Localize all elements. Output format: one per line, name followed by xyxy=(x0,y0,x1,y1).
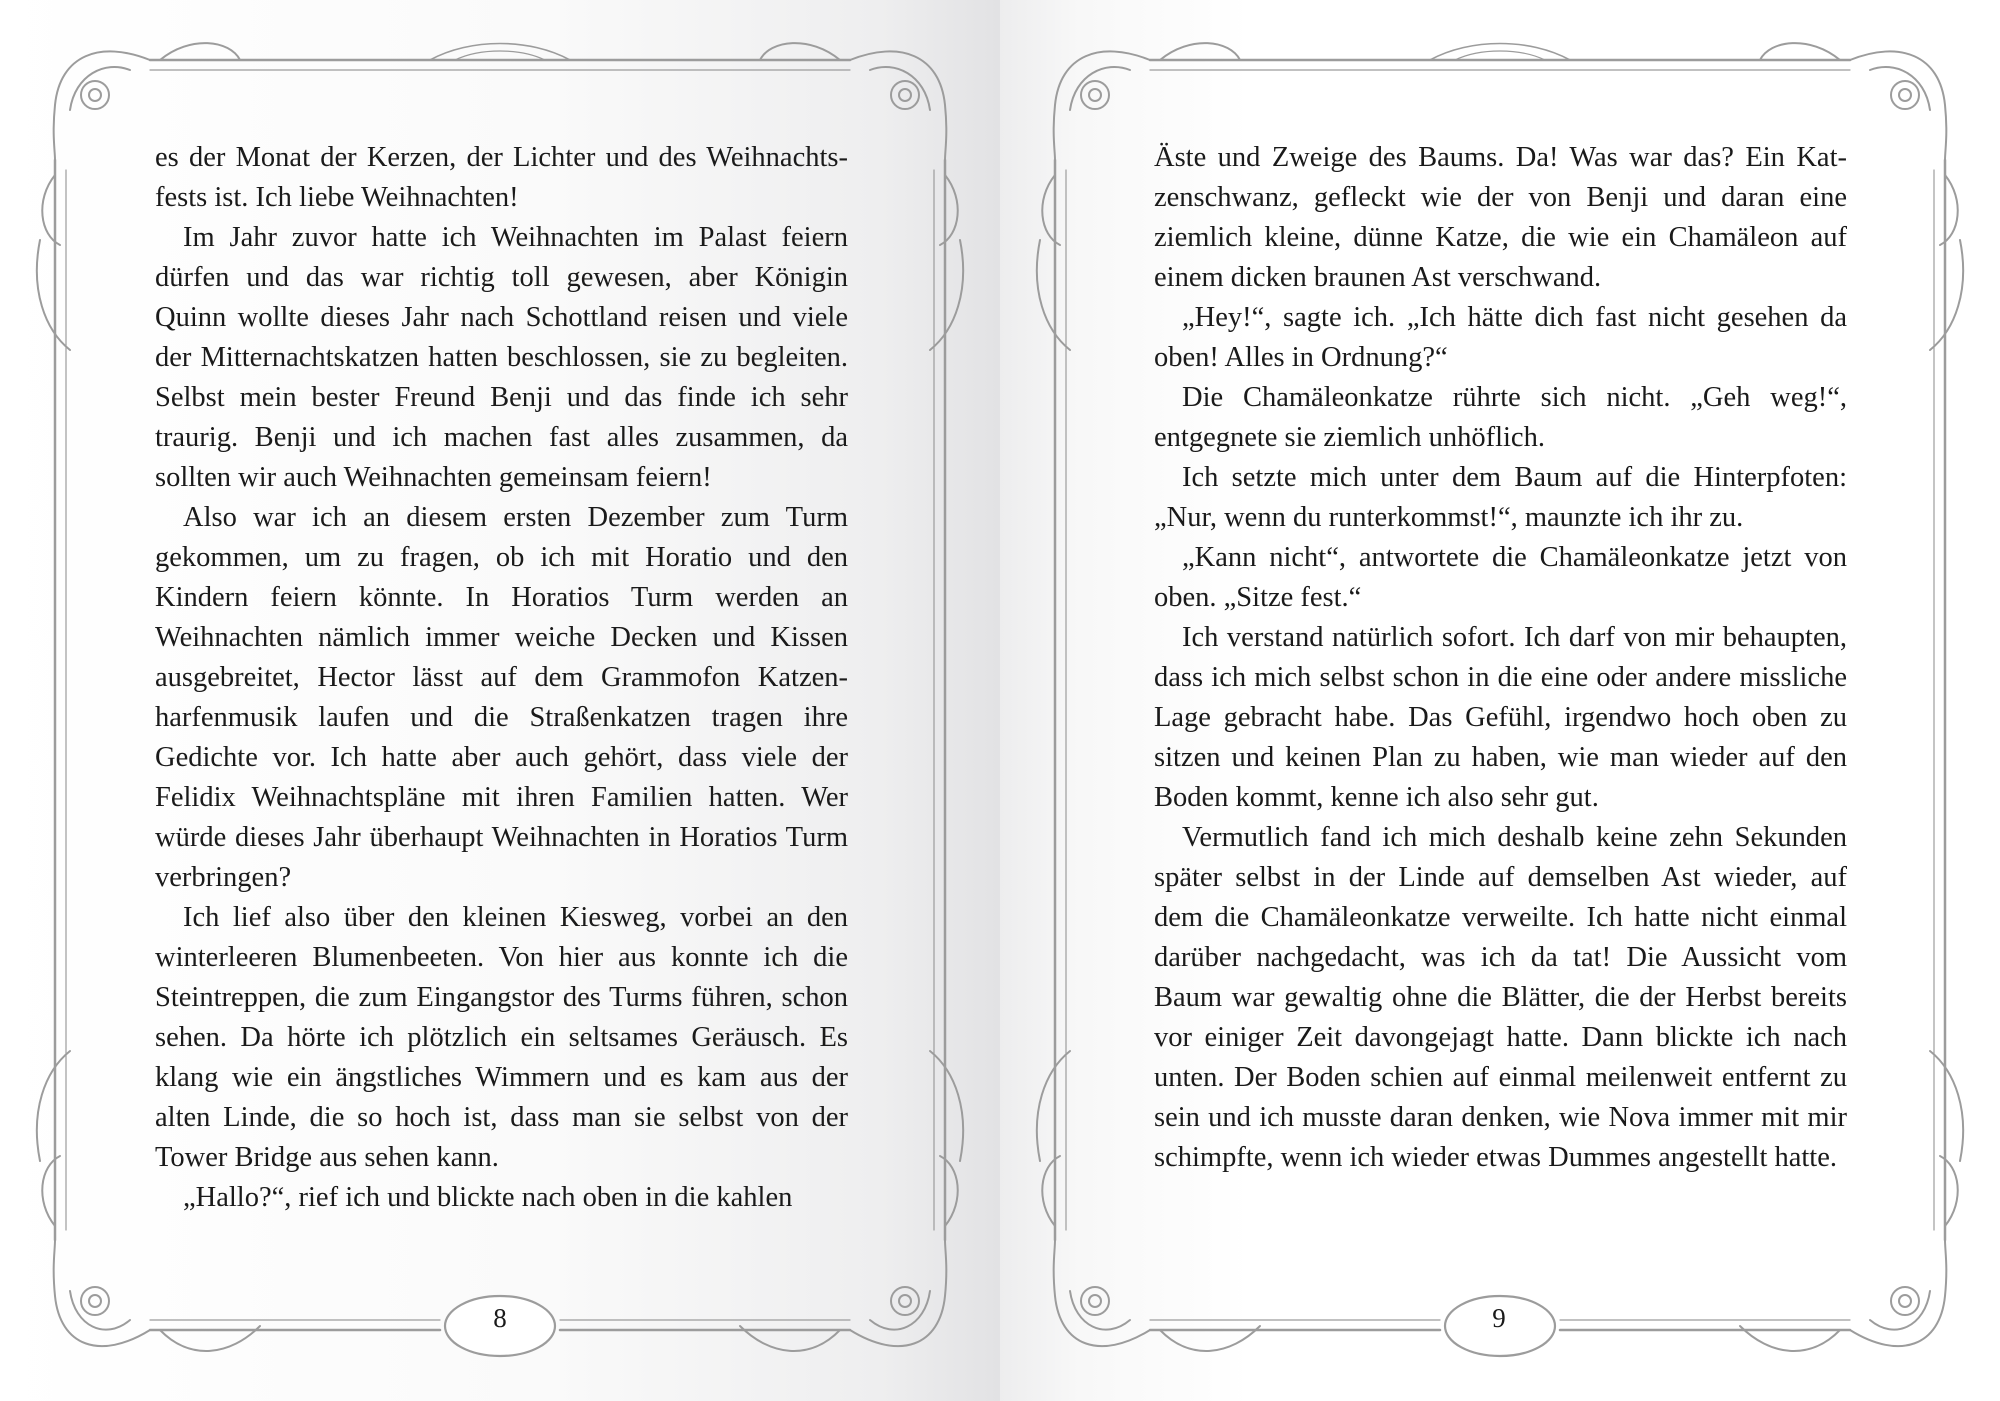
right-page xyxy=(1000,0,2000,1401)
page-number: 9 xyxy=(1492,1303,1506,1333)
paragraph: Ich setzte mich unter dem Baum auf die Hinterpfoten: „Nur, wenn du runterkommst!“, maunzte ich ihr zu. xyxy=(1154,462,1847,533)
paragraph: Die Chamäleonkatze rührte sich nicht. „Geh weg!“, entgegnete sie ziemlich unhöflich. xyxy=(1154,382,1847,453)
paragraph: es der Monat der Kerzen, der Lichter und des Weihnachtsfests ist. Ich liebe Weihnachten! xyxy=(155,142,848,213)
paragraph: Also war ich an diesem ersten Dezember zum Turm gekommen, um zu fragen, ob ich mit Horatio und den Kindern feiern könnte. In Horatios Turm werden an Weihnachten nämlich immer weiche Decken und Kissen ausgebreitet, Hector lässt auf dem Grammofon Katzenharfenmusik laufen und die Straßenkatzen tragen ihre Gedichte vor. Ich hatte aber auch gehört, dass viele der Felidix Weihnachtspläne mit ihren Familien hatten. Wer würde dieses Jahr überhaupt Weihnachten in Horatios Turm verbringen? xyxy=(155,502,848,893)
paragraph: Ich verstand natürlich sofort. Ich darf von mir behaupten, dass ich mich selbst schon in die eine oder andere missliche Lage gebracht habe. Das Gefühl, irgendwo hoch oben zu sitzen und keinen Plan zu haben, wie man wieder auf den Boden kommt, kenne ich also sehr gut. xyxy=(1154,622,1847,813)
paragraph: „Hallo?“, rief ich und blickte nach oben in die kahlen xyxy=(183,1182,793,1213)
left-page-text xyxy=(155,138,848,1218)
paragraph: Ich lief also über den kleinen Kiesweg, vorbei an den winterleeren Blumenbeeten. Von hier aus konnte ich die Steintreppen, die zum Eingangstor des Turms führen, schon sehen. Da hörte ich plötzlich ein seltsames Geräusch. Es klang wie ein ängstliches Wimmern und es kam aus der alten Linde, die so hoch ist, dass man sie selbst von der Tower Bridge aus sehen kann. xyxy=(155,902,848,1173)
paragraph: Im Jahr zuvor hatte ich Weihnachten im Palast feiern dürfen und das war richtig toll gewesen, aber Königin Quinn wollte dieses Jahr nach Schottland reisen und viele der Mitternachtskatzen hatten beschlossen, sie zu begleiten. Selbst mein bester Freund Benji und das finde ich sehr traurig. Benji und ich machen fast alles zusammen, da sollten wir auch Weihnachten gemeinsam feiern! xyxy=(155,222,848,493)
right-page-text xyxy=(1154,138,1847,1178)
paragraph: „Hey!“, sagte ich. „Ich hätte dich fast nicht gesehen da oben! Alles in Ordnung?“ xyxy=(1154,302,1847,373)
paragraph: Äste und Zweige des Baums. Da! Was war das? Ein Katzenschwanz, gefleckt wie der von Benji und daran eine ziemlich kleine, dünne Katze, die wie ein Chamäleon auf einem dicken braunen Ast verschwand. xyxy=(1154,142,1847,293)
page-number: 8 xyxy=(493,1303,507,1333)
paragraph: Vermutlich fand ich mich deshalb keine zehn Sekunden später selbst in der Linde auf demselben Ast wieder, auf dem die Chamäleonkatze verweilte. Ich hatte nicht einmal darüber nachgedacht, was ich da tat! Die Aussicht vom Baum war gewaltig ohne die Blätter, die der Herbst bereits vor einiger Zeit davongejagt hatte. Dann blickte ich nach unten. Der Boden schien auf einmal meilenweit entfernt zu sein und ich musste daran denken, wie Nova immer mit mir schimpfte, wenn ich wieder etwas Dummes angestellt hatte. xyxy=(1154,822,1847,1173)
paragraph: „Kann nicht“, antwortete die Chamäleonkatze jetzt von oben. „Sitze fest.“ xyxy=(1154,542,1847,613)
